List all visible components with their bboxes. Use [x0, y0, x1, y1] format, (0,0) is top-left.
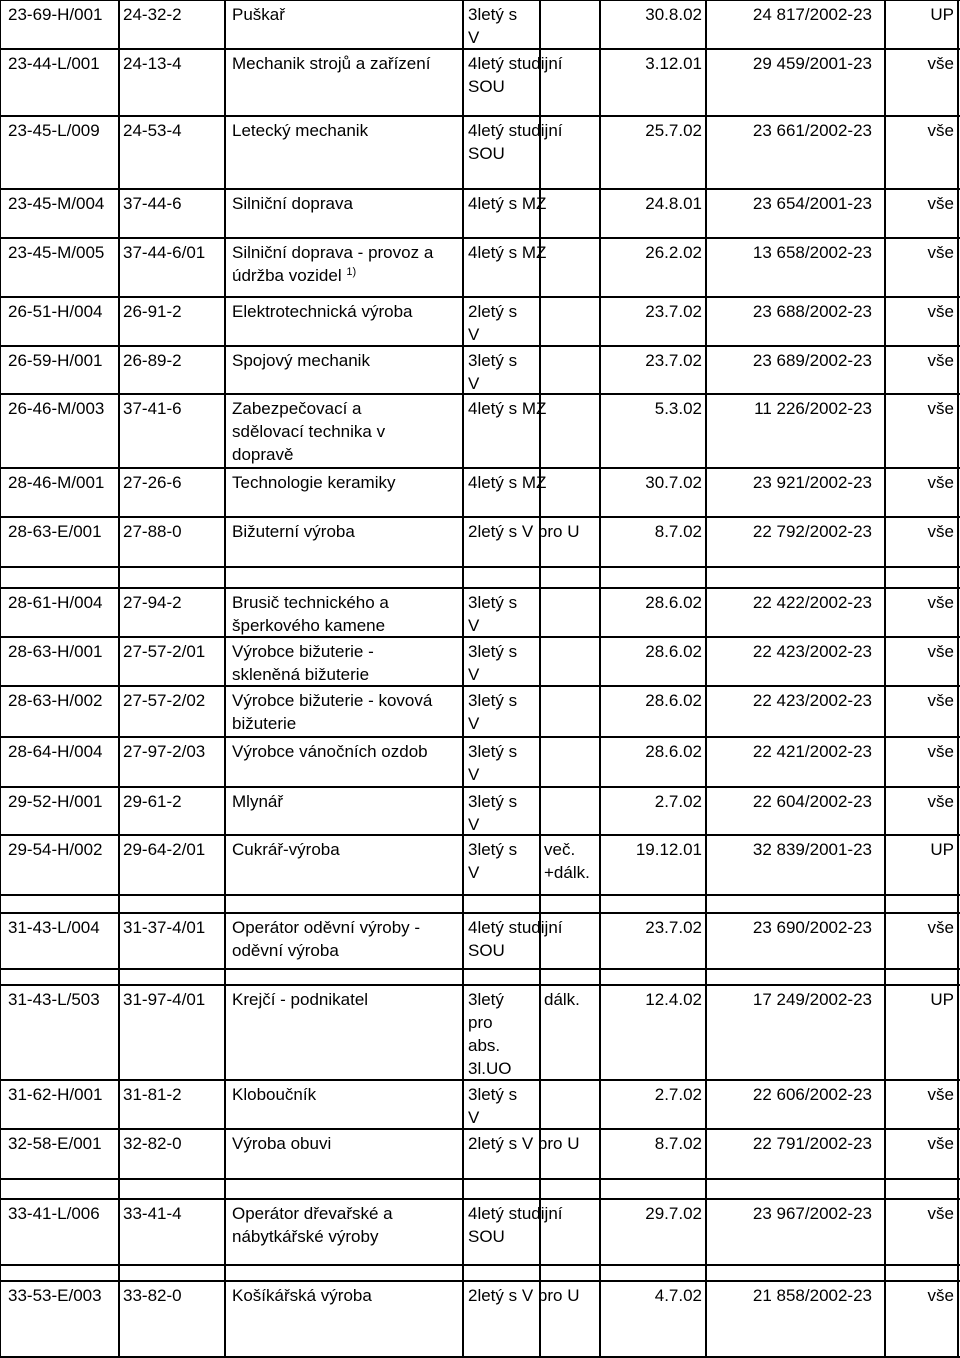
scope-cell: vše — [927, 918, 954, 937]
date-cell: 2.7.02 — [654, 792, 702, 811]
reference-number-cell: 23 661/2002-23 — [752, 121, 872, 140]
study-form-cell: 3letý s — [468, 691, 518, 710]
table-grid-line — [0, 296, 960, 298]
kkov-code-cell: 27-94-2 — [123, 593, 182, 612]
study-form-cell: 3letý s — [468, 593, 518, 612]
kkov-code-cell: 26-89-2 — [123, 351, 182, 370]
table-grid-line — [0, 467, 960, 469]
table-grid-line — [957, 0, 959, 1358]
reference-number-cell: 21 858/2002-23 — [752, 1286, 872, 1305]
kkov-code-cell: 27-97-2/03 — [123, 742, 206, 761]
kkov-code-cell: 31-81-2 — [123, 1085, 182, 1104]
kkov-code-cell: 29-61-2 — [123, 792, 182, 811]
study-form-cell: 4letý s MZ — [468, 243, 547, 262]
date-cell: 28.6.02 — [645, 691, 702, 710]
study-form-cell: 3letý s — [468, 792, 518, 811]
table-grid-line — [599, 0, 601, 1358]
study-form-cell: 4letý s MZ — [468, 194, 547, 213]
reference-number-cell: 22 604/2002-23 — [752, 792, 872, 811]
study-form-cell: V — [468, 863, 480, 882]
reference-number-cell: 22 422/2002-23 — [752, 593, 872, 612]
date-cell: 23.7.02 — [645, 918, 702, 937]
date-cell: 19.12.01 — [635, 840, 702, 859]
date-cell: 4.7.02 — [654, 1286, 702, 1305]
field-code-cell: 31-43-L/503 — [8, 990, 100, 1009]
field-code-cell: 29-52-H/001 — [8, 792, 103, 811]
field-name-cell: Výrobce vánočních ozdob — [232, 742, 428, 761]
scope-cell: vše — [927, 792, 954, 811]
field-code-cell: 31-43-L/004 — [8, 918, 100, 937]
date-cell: 25.7.02 — [645, 121, 702, 140]
scope-cell: UP — [930, 990, 954, 1009]
study-form-cell: V — [468, 714, 480, 733]
scope-cell: vše — [927, 1204, 954, 1223]
scope-cell: vše — [927, 302, 954, 321]
kkov-code-cell: 27-57-2/02 — [123, 691, 206, 710]
field-name-cell: Silniční doprava - provoz a — [232, 243, 434, 262]
field-name-cell: údržba vozidel $^{1)}$ — [232, 266, 357, 285]
date-cell: 2.7.02 — [654, 1085, 702, 1104]
scope-cell: vše — [927, 1085, 954, 1104]
field-code-cell: 33-41-L/006 — [8, 1204, 100, 1223]
field-code-cell: 28-46-M/001 — [8, 473, 105, 492]
scope-cell: vše — [927, 121, 954, 140]
table-grid-line — [0, 188, 960, 190]
table-grid-line — [0, 984, 960, 986]
kkov-code-cell: 31-37-4/01 — [123, 918, 206, 937]
field-name-cell: Puškař — [232, 5, 285, 24]
study-form-cell: 4letý studijní — [468, 1204, 563, 1223]
date-cell: 8.7.02 — [654, 522, 702, 541]
reference-number-cell: 22 421/2002-23 — [752, 742, 872, 761]
study-form-cell: 3l.UO — [468, 1059, 512, 1078]
scope-cell: vše — [927, 593, 954, 612]
table-grid-line — [705, 0, 707, 1358]
scope-cell: vše — [927, 642, 954, 661]
date-cell: 26.2.02 — [645, 243, 702, 262]
reference-number-cell: 22 791/2002-23 — [752, 1134, 872, 1153]
reference-number-cell: 17 249/2002-23 — [752, 990, 872, 1009]
reference-number-cell: 23 921/2002-23 — [752, 473, 872, 492]
reference-number-cell: 22 792/2002-23 — [752, 522, 872, 541]
study-form-cell: 3letý — [468, 990, 504, 1009]
table-grid-line — [0, 1198, 960, 1200]
field-code-cell: 28-61-H/004 — [8, 593, 103, 612]
kkov-code-cell: 32-82-0 — [123, 1134, 182, 1153]
date-cell: 29.7.02 — [645, 1204, 702, 1223]
field-code-cell: 26-59-H/001 — [8, 351, 103, 370]
field-name-cell: Výrobce bižuterie - — [232, 642, 374, 661]
field-code-cell: 32-58-E/001 — [8, 1134, 102, 1153]
table-grid-line — [0, 237, 960, 239]
date-cell: 12.4.02 — [645, 990, 702, 1009]
kkov-code-cell: 37-41-6 — [123, 399, 182, 418]
date-cell: 23.7.02 — [645, 351, 702, 370]
table-grid-line — [0, 345, 960, 347]
kkov-code-cell: 24-53-4 — [123, 121, 182, 140]
field-name-cell: Technologie keramiky — [232, 473, 396, 492]
table-grid-line — [0, 48, 960, 50]
kkov-code-cell: 24-32-2 — [123, 5, 182, 24]
table-grid-line — [462, 0, 464, 1358]
kkov-code-cell: 27-26-6 — [123, 473, 182, 492]
study-form-cell: 4letý studijní — [468, 918, 563, 937]
study-form-cell: 2letý s V pro U — [468, 522, 580, 541]
field-code-cell: 28-63-H/002 — [8, 691, 103, 710]
study-mode-cell: dálk. — [544, 990, 580, 1009]
study-form-cell: 3letý s — [468, 642, 518, 661]
reference-number-cell: 22 423/2002-23 — [752, 691, 872, 710]
table-grid-line — [884, 0, 886, 1358]
study-form-cell: SOU — [468, 77, 505, 96]
table-grid-line — [0, 516, 960, 518]
date-cell: 23.7.02 — [645, 302, 702, 321]
table-grid-line — [0, 834, 960, 836]
field-code-cell: 23-69-H/001 — [8, 5, 103, 24]
kkov-code-cell: 37-44-6/01 — [123, 243, 206, 262]
study-form-cell: 4letý studijní — [468, 54, 563, 73]
kkov-code-cell: 24-13-4 — [123, 54, 182, 73]
table-grid-line — [0, 968, 960, 970]
study-form-cell: 4letý studijní — [468, 121, 563, 140]
field-code-cell: 26-51-H/004 — [8, 302, 103, 321]
table-grid-line — [0, 736, 960, 738]
field-name-cell: Silniční doprava — [232, 194, 353, 213]
kkov-code-cell: 27-57-2/01 — [123, 642, 206, 661]
field-name-cell: Spojový mechanik — [232, 351, 370, 370]
study-mode-cell: več. — [544, 840, 576, 859]
date-cell: 3.12.01 — [645, 54, 702, 73]
study-form-cell: abs. — [468, 1036, 501, 1055]
study-form-cell: pro — [468, 1013, 493, 1032]
date-cell: 28.6.02 — [645, 593, 702, 612]
date-cell: 28.6.02 — [645, 742, 702, 761]
reference-number-cell: 29 459/2001-23 — [752, 54, 872, 73]
table-grid-line — [0, 0, 1, 1358]
date-cell: 24.8.01 — [645, 194, 702, 213]
date-cell: 5.3.02 — [654, 399, 702, 418]
study-form-cell: 3letý s — [468, 840, 518, 859]
field-name-cell: Mlynář — [232, 792, 284, 811]
field-name-cell: Košíkářská výroba — [232, 1286, 372, 1305]
study-form-cell: V — [468, 1108, 480, 1127]
field-name-cell: skleněná bižuterie — [232, 665, 370, 684]
reference-number-cell: 22 423/2002-23 — [752, 642, 872, 661]
field-code-cell: 23-45-M/005 — [8, 243, 105, 262]
field-name-cell: Operátor dřevařské a — [232, 1204, 393, 1223]
reference-number-cell: 11 226/2002-23 — [754, 399, 872, 418]
scope-cell: vše — [927, 1134, 954, 1153]
scope-cell: vše — [927, 742, 954, 761]
table-grid-line — [0, 685, 960, 687]
field-name-cell: šperkového kamene — [232, 616, 386, 635]
scope-cell: UP — [930, 840, 954, 859]
field-name-cell: Letecký mechanik — [232, 121, 369, 140]
study-form-cell: V — [468, 28, 480, 47]
field-code-cell: 28-64-H/004 — [8, 742, 103, 761]
field-code-cell: 31-62-H/001 — [8, 1085, 103, 1104]
reference-number-cell: 23 654/2001-23 — [752, 194, 872, 213]
footnote-marker: 1) — [346, 266, 357, 278]
field-code-cell: 29-54-H/002 — [8, 840, 103, 859]
study-form-cell: 3letý s — [468, 351, 518, 370]
scope-cell: vše — [927, 54, 954, 73]
scope-cell: UP — [930, 5, 954, 24]
date-cell: 30.8.02 — [645, 5, 702, 24]
study-form-cell: 2letý s V pro U — [468, 1134, 580, 1153]
table-grid-line — [224, 0, 226, 1358]
study-form-cell: V — [468, 765, 480, 784]
study-form-cell: 4letý s MZ — [468, 399, 547, 418]
table-grid-line — [0, 1178, 960, 1180]
table-grid-line — [0, 636, 960, 638]
scope-cell: vše — [927, 194, 954, 213]
field-name-cell: Cukrář-výroba — [232, 840, 340, 859]
study-form-cell: 2letý s V pro U — [468, 1286, 580, 1305]
field-name-cell: Bižuterní výroba — [232, 522, 355, 541]
scope-cell: vše — [927, 473, 954, 492]
reference-number-cell: 32 839/2001-23 — [752, 840, 872, 859]
field-code-cell: 26-46-M/003 — [8, 399, 105, 418]
table-grid-line — [0, 894, 960, 896]
field-code-cell: 23-45-M/004 — [8, 194, 105, 213]
field-code-cell: 28-63-E/001 — [8, 522, 102, 541]
study-form-cell: SOU — [468, 941, 505, 960]
field-name-cell: sdělovací technika v — [232, 422, 386, 441]
reference-number-cell: 22 606/2002-23 — [752, 1085, 872, 1104]
study-form-cell: 2letý s — [468, 302, 518, 321]
reference-number-cell: 23 688/2002-23 — [752, 302, 872, 321]
field-name-cell: Zabezpečovací a — [232, 399, 362, 418]
reference-number-cell: 23 689/2002-23 — [752, 351, 872, 370]
scope-cell: vše — [927, 1286, 954, 1305]
field-code-cell: 33-53-E/003 — [8, 1286, 102, 1305]
field-code-cell: 28-63-H/001 — [8, 642, 103, 661]
study-form-cell: 3letý s — [468, 1085, 518, 1104]
study-form-cell: V — [468, 374, 480, 393]
kkov-code-cell: 29-64-2/01 — [123, 840, 206, 859]
table-grid-line — [0, 786, 960, 788]
study-form-cell: V — [468, 665, 480, 684]
reference-number-cell: 23 967/2002-23 — [752, 1204, 872, 1223]
study-form-cell: 3letý s — [468, 5, 518, 24]
table-grid-line — [0, 912, 960, 914]
field-name-cell: Výroba obuvi — [232, 1134, 332, 1153]
table-grid-line — [0, 1280, 960, 1282]
field-name-cell: oděvní výroba — [232, 941, 339, 960]
study-form-cell: 3letý s — [468, 742, 518, 761]
field-code-cell: 23-45-L/009 — [8, 121, 100, 140]
field-name-cell: Výrobce bižuterie - kovová — [232, 691, 433, 710]
reference-number-cell: 23 690/2002-23 — [752, 918, 872, 937]
field-name-cell: Mechanik strojů a zařízení — [232, 54, 431, 73]
reference-number-cell: 13 658/2002-23 — [752, 243, 872, 262]
kkov-code-cell: 37-44-6 — [123, 194, 182, 213]
date-cell: 28.6.02 — [645, 642, 702, 661]
table-grid-line — [0, 566, 960, 568]
field-name-cell: Krejčí - podnikatel — [232, 990, 369, 1009]
study-form-cell: V — [468, 815, 480, 834]
scope-cell: vše — [927, 691, 954, 710]
kkov-code-cell: 31-97-4/01 — [123, 990, 206, 1009]
table-grid-line — [0, 587, 960, 589]
kkov-code-cell: 27-88-0 — [123, 522, 182, 541]
table-grid-line — [0, 115, 960, 117]
table-grid-line — [0, 0, 960, 1]
study-form-cell: V — [468, 325, 480, 344]
study-form-cell: SOU — [468, 144, 505, 163]
study-form-cell: 4letý s MZ — [468, 473, 547, 492]
date-cell: 30.7.02 — [645, 473, 702, 492]
field-name-cell: nábytkářské výroby — [232, 1227, 379, 1246]
field-name-cell: Brusič technického a — [232, 593, 389, 612]
scope-cell: vše — [927, 243, 954, 262]
field-name-cell: Elektrotechnická výroba — [232, 302, 413, 321]
kkov-code-cell: 33-41-4 — [123, 1204, 182, 1223]
table-grid-line — [0, 393, 960, 395]
field-name-cell: dopravě — [232, 445, 294, 464]
scope-cell: vše — [927, 399, 954, 418]
field-name-cell: Operátor oděvní výroby - — [232, 918, 421, 937]
table-grid-line — [0, 1264, 960, 1266]
table-grid-line — [0, 1128, 960, 1130]
table-grid-line — [118, 0, 120, 1358]
kkov-code-cell: 33-82-0 — [123, 1286, 182, 1305]
date-cell: 8.7.02 — [654, 1134, 702, 1153]
field-code-cell: 23-44-L/001 — [8, 54, 100, 73]
field-name-cell: Kloboučník — [232, 1085, 317, 1104]
field-name-cell: bižuterie — [232, 714, 297, 733]
study-form-cell: SOU — [468, 1227, 505, 1246]
study-form-cell: V — [468, 616, 480, 635]
reference-number-cell: 24 817/2002-23 — [752, 5, 872, 24]
kkov-code-cell: 26-91-2 — [123, 302, 182, 321]
scope-cell: vše — [927, 351, 954, 370]
scope-cell: vše — [927, 522, 954, 541]
study-mode-cell: +dálk. — [544, 863, 590, 882]
